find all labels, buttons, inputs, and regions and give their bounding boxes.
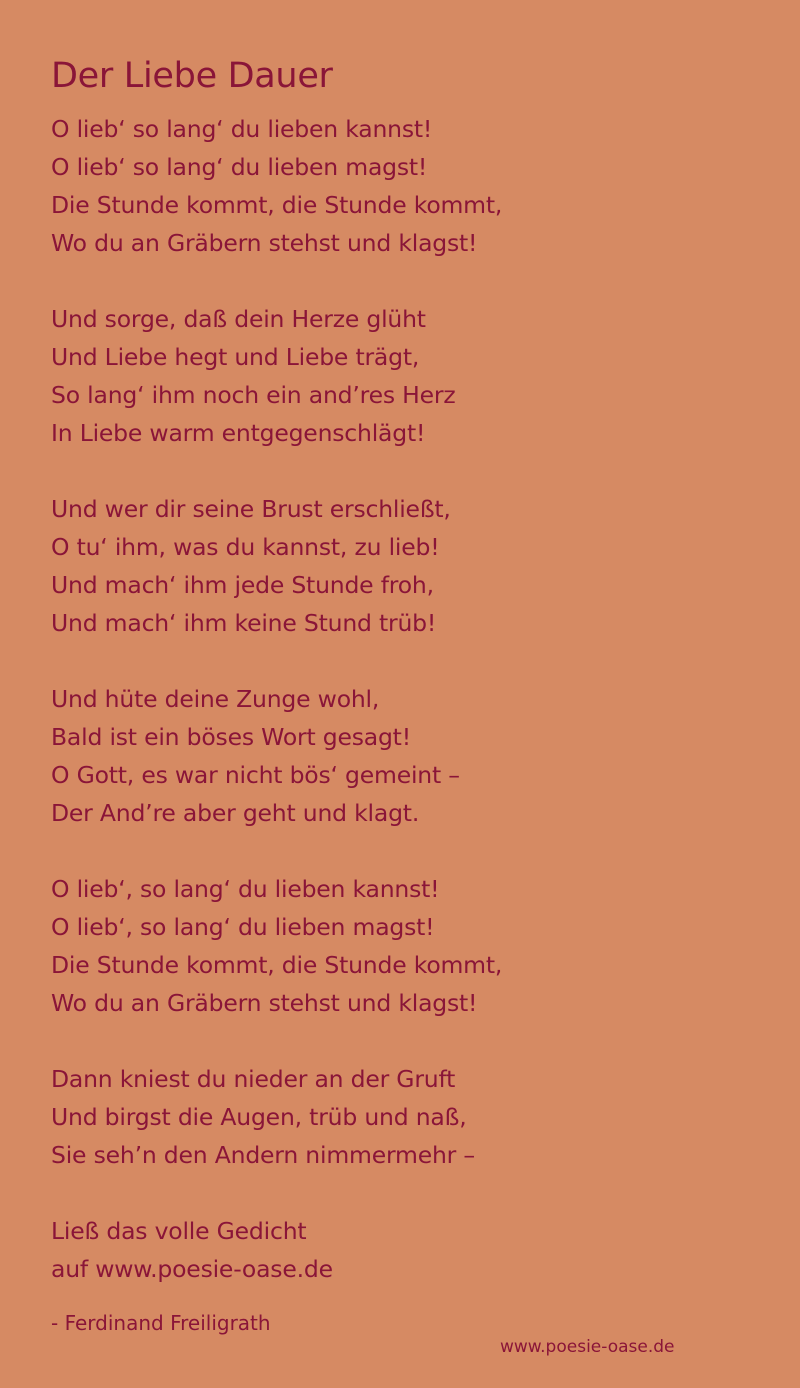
poem-line: Und birgst die Augen, trüb und naß, <box>51 1103 467 1131</box>
poem-line: O lieb‘ so lang‘ du lieben magst! <box>51 153 428 181</box>
poem-line: O lieb‘, so lang‘ du lieben magst! <box>51 913 435 941</box>
footer-website-url: www.poesie-oase.de <box>500 1337 675 1357</box>
stanza <box>51 870 771 1022</box>
poem-line: O lieb‘, so lang‘ du lieben kannst! <box>51 875 440 903</box>
poem-line: Bald ist ein böses Wort gesagt! <box>51 723 411 751</box>
stanza-gap <box>51 262 771 300</box>
poem-line: In Liebe warm entgegenschlägt! <box>51 419 426 447</box>
poem-line: auf www.poesie-oase.de <box>51 1255 333 1283</box>
stanza <box>51 300 771 452</box>
poem-line: Wo du an Gräbern stehst und klagst! <box>51 229 478 257</box>
poem-line: Wo du an Gräbern stehst und klagst! <box>51 989 478 1017</box>
stanza <box>51 490 771 642</box>
stanza-gap <box>51 832 771 870</box>
poem-line: So lang‘ ihm noch ein and’res Herz <box>51 381 456 409</box>
poem-line: Die Stunde kommt, die Stunde kommt, <box>51 191 503 219</box>
poem-line: Und wer dir seine Brust erschließt, <box>51 495 451 523</box>
poem-line: Die Stunde kommt, die Stunde kommt, <box>51 951 503 979</box>
poem-line: Und Liebe hegt und Liebe trägt, <box>51 343 420 371</box>
stanza-gap <box>51 642 771 680</box>
poem-title: Der Liebe Dauer <box>51 56 333 96</box>
poem-line: Und hüte deine Zunge wohl, <box>51 685 380 713</box>
read-more-note <box>51 1212 771 1288</box>
poem-line: Der And’re aber geht und klagt. <box>51 799 420 827</box>
poem-line: Und mach‘ ihm keine Stund trüb! <box>51 609 437 637</box>
poem-line: O tu‘ ihm, was du kannst, zu lieb! <box>51 533 440 561</box>
poem-line: Dann kniest du nieder an der Gruft <box>51 1065 456 1093</box>
poem-line: Sie seh’n den Andern nimmermehr – <box>51 1141 475 1169</box>
poem-line: Und mach‘ ihm jede Stunde froh, <box>51 571 434 599</box>
poem-line: O lieb‘ so lang‘ du lieben kannst! <box>51 115 433 143</box>
stanza <box>51 680 771 832</box>
stanza-gap <box>51 1022 771 1060</box>
stanza-gap <box>51 1174 771 1212</box>
stanza-gap <box>51 452 771 490</box>
stanza <box>51 1060 771 1174</box>
poem-line: Und sorge, daß dein Herze glüht <box>51 305 426 333</box>
author-credit: - Ferdinand Freiligrath <box>51 1311 271 1335</box>
poem-line: O Gott, es war nicht bös‘ gemeint – <box>51 761 460 789</box>
poem-line: Ließ das volle Gedicht <box>51 1217 307 1245</box>
poem-body <box>51 110 771 1288</box>
stanza <box>51 110 771 262</box>
